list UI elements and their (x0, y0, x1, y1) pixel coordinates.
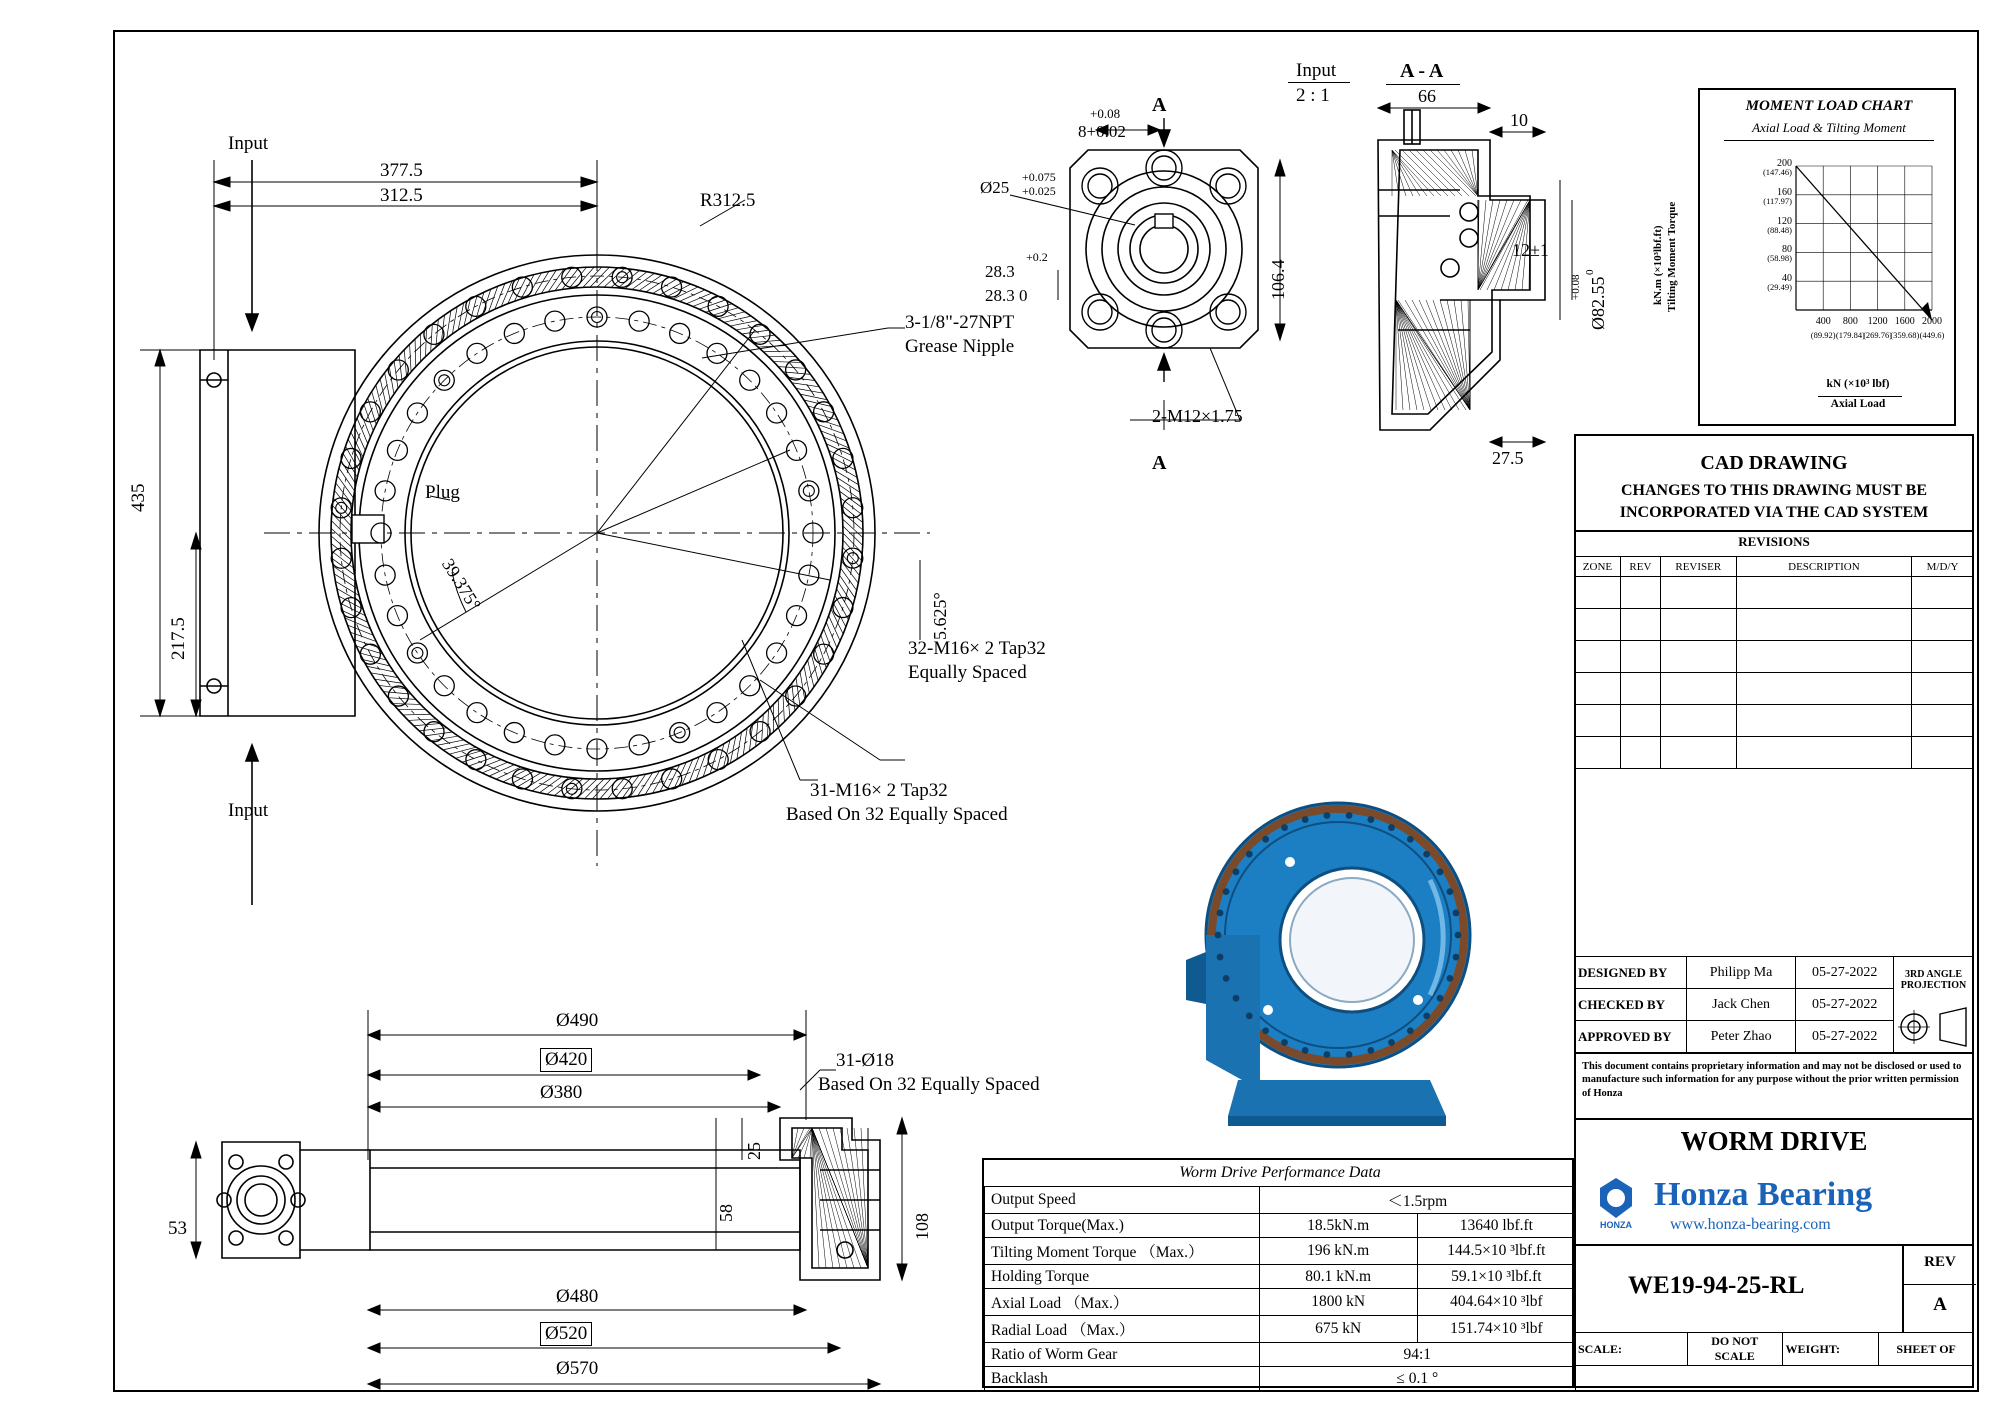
dim-28-3-tol: +0.2 (1026, 250, 1048, 264)
revisions-cell[interactable] (1912, 737, 1974, 769)
scale-label: SCALE: (1575, 1333, 1688, 1366)
dim-r312-5: R312.5 (700, 190, 756, 211)
revisions-cell[interactable] (1660, 577, 1736, 609)
performance-row (985, 1316, 1576, 1343)
moment-chart-y-tick: 200 (1777, 158, 1792, 169)
performance-value-imperial: 59.1×10 ³lbf.ft (1417, 1265, 1575, 1289)
revisions-cell[interactable] (1912, 641, 1974, 673)
moment-chart-x-tick-alt: (89.92) (1810, 330, 1836, 340)
signoff-date: 05-27-2022 (1796, 957, 1894, 989)
signoff-role: DESIGNED BY (1575, 957, 1687, 989)
revisions-cell[interactable] (1620, 609, 1660, 641)
signoff-name: Jack Chen (1686, 989, 1796, 1021)
cad-notice-line3: INCORPORATED VIA THE CAD SYSTEM (1619, 504, 1929, 521)
moment-load-chart (1652, 88, 1956, 426)
dim-angle-5: 5.625° (930, 592, 950, 640)
revisions-header-cell: REVISER (1660, 557, 1736, 577)
performance-value-metric: 80.1 kN.m (1259, 1265, 1417, 1289)
signoff-date: 05-27-2022 (1796, 1021, 1894, 1053)
section-letter-a-top: A (1152, 94, 1167, 116)
performance-table-body (984, 1186, 1576, 1391)
signoff-row (1575, 957, 1974, 989)
label-tap-right-2: Equally Spaced (908, 662, 1027, 683)
signoff-role: CHECKED BY (1575, 989, 1687, 1021)
dia-82-55-tol-upper: +0.08 (1570, 274, 1582, 300)
disclaimer-box (1574, 1052, 1974, 1120)
revisions-row[interactable] (1575, 609, 1974, 641)
revisions-cell[interactable] (1660, 737, 1736, 769)
disclaimer-text: This document contains proprietary information and may not be disclosed or used to manufacture such information for any purpose without the prior written permission of Honza (1582, 1061, 1962, 1099)
moment-chart-x-tick-alt: (359.68) (1890, 330, 1920, 340)
cad-notice-line1: CAD DRAWING (1700, 452, 1848, 474)
dim-dia-570: Ø570 (556, 1358, 599, 1379)
performance-table (982, 1158, 1574, 1388)
dim-435: 435 (128, 483, 149, 512)
performance-value-imperial: 13640 lbf.ft (1417, 1214, 1575, 1238)
footer-row (1575, 1333, 1974, 1366)
revisions-row[interactable] (1575, 577, 1974, 609)
performance-row (985, 1289, 1576, 1316)
revisions-cell[interactable] (1660, 673, 1736, 705)
partnumber-row (1574, 1244, 1974, 1332)
dim-dia-520: Ø520 (545, 1323, 588, 1344)
revisions-cell[interactable] (1736, 673, 1911, 705)
dim-12-pm1: 12±1 (1512, 240, 1549, 260)
label-grease-nipple-2: Grease Nipple (905, 336, 1015, 357)
performance-label: Backlash (985, 1367, 1260, 1391)
label-holes-2: Based On 32 Equally Spaced (818, 1074, 1040, 1095)
rev-label: REV (1924, 1254, 1956, 1270)
moment-chart-x-tick: 400 (1815, 316, 1831, 327)
revisions-cell[interactable] (1620, 737, 1660, 769)
revisions-cell[interactable] (1660, 609, 1736, 641)
moment-chart-y-tick: 120 (1777, 215, 1792, 227)
moment-chart-x-tick: 800 (1842, 316, 1858, 327)
label-grease-nipple-1: 3-1/8"-27NPT (905, 312, 1015, 333)
revisions-cell[interactable] (1575, 673, 1621, 705)
revisions-header-cell: DESCRIPTION (1736, 557, 1911, 577)
signoff-role: APPROVED BY (1575, 1021, 1687, 1053)
dim-312-5: 312.5 (380, 185, 423, 206)
revisions-cell[interactable] (1575, 577, 1621, 609)
dia-82-55-tol-lower: 0 (1584, 269, 1596, 275)
revisions-header-row (1575, 557, 1974, 577)
revisions-row[interactable] (1575, 641, 1974, 673)
dim-25: 25 (744, 1142, 764, 1160)
label-input-scale: 2 : 1 (1296, 85, 1330, 106)
dim-58: 58 (716, 1204, 736, 1222)
revisions-cell[interactable] (1660, 705, 1736, 737)
moment-chart-x-tick-alt: (449.6) (1919, 330, 1945, 340)
performance-row (985, 1265, 1576, 1289)
moment-chart-y-label-1: kN.m (×10³lbf.ft) (1652, 225, 1664, 305)
sheet-title: WORM DRIVE (1680, 1126, 1868, 1156)
performance-value: ≤ 0.1 ° (1259, 1367, 1575, 1391)
performance-label: Output Speed (985, 1187, 1260, 1214)
revisions-cell[interactable] (1736, 577, 1911, 609)
revisions-cell[interactable] (1575, 705, 1621, 737)
label-input-detail: Input (1296, 60, 1337, 81)
performance-value-imperial: 144.5×10 ³lbf.ft (1417, 1238, 1575, 1265)
svg-text:HONZA: HONZA (1600, 1220, 1632, 1230)
performance-row (985, 1214, 1576, 1238)
performance-row (985, 1367, 1576, 1391)
moment-chart-x-label-1: kN (×10³ lbf) (1826, 378, 1890, 390)
moment-chart-x-tick-alt: (269.76) (1863, 330, 1893, 340)
revisions-header-cell: ZONE (1575, 557, 1621, 577)
revisions-cell[interactable] (1575, 609, 1621, 641)
revisions-cell[interactable] (1620, 577, 1660, 609)
dim-dia-380: Ø380 (540, 1082, 583, 1103)
revisions-cell[interactable] (1912, 577, 1974, 609)
moment-chart-y-tick-alt: (117.97) (1763, 195, 1792, 206)
moment-chart-y-tick-alt: (29.49) (1767, 282, 1792, 293)
performance-label: Holding Torque (985, 1265, 1260, 1289)
performance-row (985, 1238, 1576, 1265)
dim-28-3-a: 28.3 (985, 262, 1015, 281)
label-tap-bottom-2: Based On 32 Equally Spaced (786, 804, 1008, 825)
dim-28-3-b: 28.3 0 (985, 286, 1028, 305)
dia-25-tol-upper: +0.075 (1022, 170, 1056, 184)
projection-label-line1: 3RD ANGLE (1905, 968, 1962, 980)
label-input-top: Input (228, 133, 269, 154)
revisions-cell[interactable] (1575, 641, 1621, 673)
performance-value-imperial: 404.64×10 ³lbf (1417, 1289, 1575, 1316)
footer-table (1574, 1332, 1974, 1366)
section-aa-title: A - A (1400, 60, 1444, 82)
signoff-date: 05-27-2022 (1796, 989, 1894, 1021)
moment-chart-title: MOMENT LOAD CHART (1745, 98, 1913, 114)
moment-chart-x-label-2: Axial Load (1830, 398, 1886, 410)
performance-row (985, 1187, 1576, 1214)
revisions-row[interactable] (1575, 705, 1974, 737)
moment-chart-y-tick-alt: (88.48) (1767, 224, 1792, 235)
signoff-name: Philipp Ma (1686, 957, 1796, 989)
label-tap-bottom-1: 31-M16× 2 Tap32 (810, 780, 948, 801)
revisions-cell[interactable] (1736, 609, 1911, 641)
company-name: Honza Bearing (1654, 1176, 1873, 1213)
dim-108: 108 (912, 1213, 932, 1240)
performance-value-metric: 18.5kN.m (1259, 1214, 1417, 1238)
performance-label: Ratio of Worm Gear (985, 1343, 1260, 1367)
rev-value: A (1933, 1294, 1947, 1315)
performance-value-metric: 196 kN.m (1259, 1238, 1417, 1265)
tol-8-upper: +0.08 (1090, 106, 1121, 121)
label-plug: Plug (425, 482, 460, 503)
revisions-table (1574, 556, 1974, 769)
performance-label: Tilting Moment Torque （Max.） (985, 1238, 1260, 1265)
revisions-cell[interactable] (1912, 673, 1974, 705)
label-tap-right-1: 32-M16× 2 Tap32 (908, 638, 1046, 659)
label-holes-1: 31-Ø18 (836, 1050, 895, 1071)
revisions-cell[interactable] (1912, 609, 1974, 641)
moment-chart-x-tick-alt: (179.84) (1835, 330, 1865, 340)
moment-chart-x-label-rule (1818, 396, 1902, 397)
do-not-scale-label: DO NOT SCALE (1687, 1333, 1782, 1366)
dim-217-5: 217.5 (168, 617, 189, 660)
dim-106-4: 106.4 (1268, 259, 1288, 300)
performance-value: ＜1.5rpm (1259, 1187, 1575, 1214)
revisions-cell[interactable] (1620, 641, 1660, 673)
moment-chart-y-tick-alt: (58.98) (1767, 253, 1792, 264)
dim-dia-480: Ø480 (556, 1286, 599, 1307)
dim-377-5: 377.5 (380, 160, 423, 181)
projection-label-line2: PROJECTION (1900, 979, 1967, 991)
revisions-cell[interactable] (1736, 641, 1911, 673)
tol-8-value: 8+0.02 (1078, 122, 1126, 141)
dim-dia-490: Ø490 (556, 1010, 599, 1031)
performance-table-title: Worm Drive Performance Data (1179, 1164, 1381, 1181)
revisions-header-cell: M/D/Y (1912, 557, 1974, 577)
weight-label: WEIGHT: (1782, 1333, 1879, 1366)
moment-chart-x-tick: 1200 (1867, 316, 1888, 327)
rev-box (1902, 1246, 1974, 1332)
signoff-name: Peter Zhao (1686, 1021, 1796, 1053)
performance-value-imperial: 151.74×10 ³lbf (1417, 1316, 1575, 1343)
dim-66: 66 (1418, 86, 1436, 106)
moment-chart-y-tick: 40 (1782, 273, 1792, 285)
dim-27-5: 27.5 (1492, 448, 1524, 468)
part-number: WE19-94-25-RL (1628, 1272, 1805, 1299)
moment-chart-y-tick: 80 (1782, 244, 1792, 256)
dim-dia-420: Ø420 (545, 1049, 588, 1070)
revisions-cell[interactable] (1620, 673, 1660, 705)
dim-10: 10 (1510, 110, 1528, 130)
revisions-row[interactable] (1575, 737, 1974, 769)
cad-notice-line2: CHANGES TO THIS DRAWING MUST BE (1620, 482, 1927, 499)
moment-chart-x-tick: 1600 (1894, 316, 1915, 327)
performance-label: Radial Load （Max.） (985, 1316, 1260, 1343)
moment-chart-y-tick-alt: (147.46) (1762, 167, 1792, 177)
label-2-m12: 2-M12×1.75 (1152, 406, 1243, 426)
honza-logo-icon (1588, 1176, 1644, 1232)
performance-label: Output Torque(Max.) (985, 1214, 1260, 1238)
moment-chart-subtitle: Axial Load & Tilting Moment (1752, 120, 1906, 135)
performance-value: 94:1 (1259, 1343, 1575, 1367)
dim-angle-39: 39.375° (438, 555, 486, 614)
dia-25-tol-lower: +0.025 (1022, 184, 1056, 198)
label-input-bottom: Input (228, 800, 269, 821)
revisions-cell[interactable] (1660, 641, 1736, 673)
performance-row (985, 1343, 1576, 1367)
revisions-row[interactable] (1575, 673, 1974, 705)
rev-divider (1904, 1284, 1976, 1285)
revisions-cell[interactable] (1736, 737, 1911, 769)
sheet-label: SHEET OF (1879, 1333, 1974, 1366)
revisions-title: REVISIONS (1738, 534, 1810, 549)
revisions-cell[interactable] (1736, 705, 1911, 737)
dia-82-55: Ø82.55 (1588, 276, 1608, 330)
revisions-cell[interactable] (1575, 737, 1621, 769)
moment-chart-y-tick: 160 (1777, 186, 1792, 198)
projection-symbol (1896, 1004, 1974, 1050)
revisions-header-cell: REV (1620, 557, 1660, 577)
performance-label: Axial Load （Max.） (985, 1289, 1260, 1316)
dim-53: 53 (168, 1218, 187, 1239)
section-letter-a-bottom: A (1152, 452, 1167, 474)
dia-25: Ø25 (980, 178, 1010, 197)
moment-chart-x-tick: 2000 (1922, 316, 1942, 327)
moment-chart-y-label-2: Tilting Moment Torque (1666, 201, 1678, 312)
performance-value-metric: 675 kN (1259, 1316, 1417, 1343)
revisions-cell[interactable] (1620, 705, 1660, 737)
cad-notice-divider (1574, 530, 1974, 532)
performance-value-metric: 1800 kN (1259, 1289, 1417, 1316)
company-website: www.honza-bearing.com (1670, 1216, 1831, 1233)
revisions-cell[interactable] (1912, 705, 1974, 737)
